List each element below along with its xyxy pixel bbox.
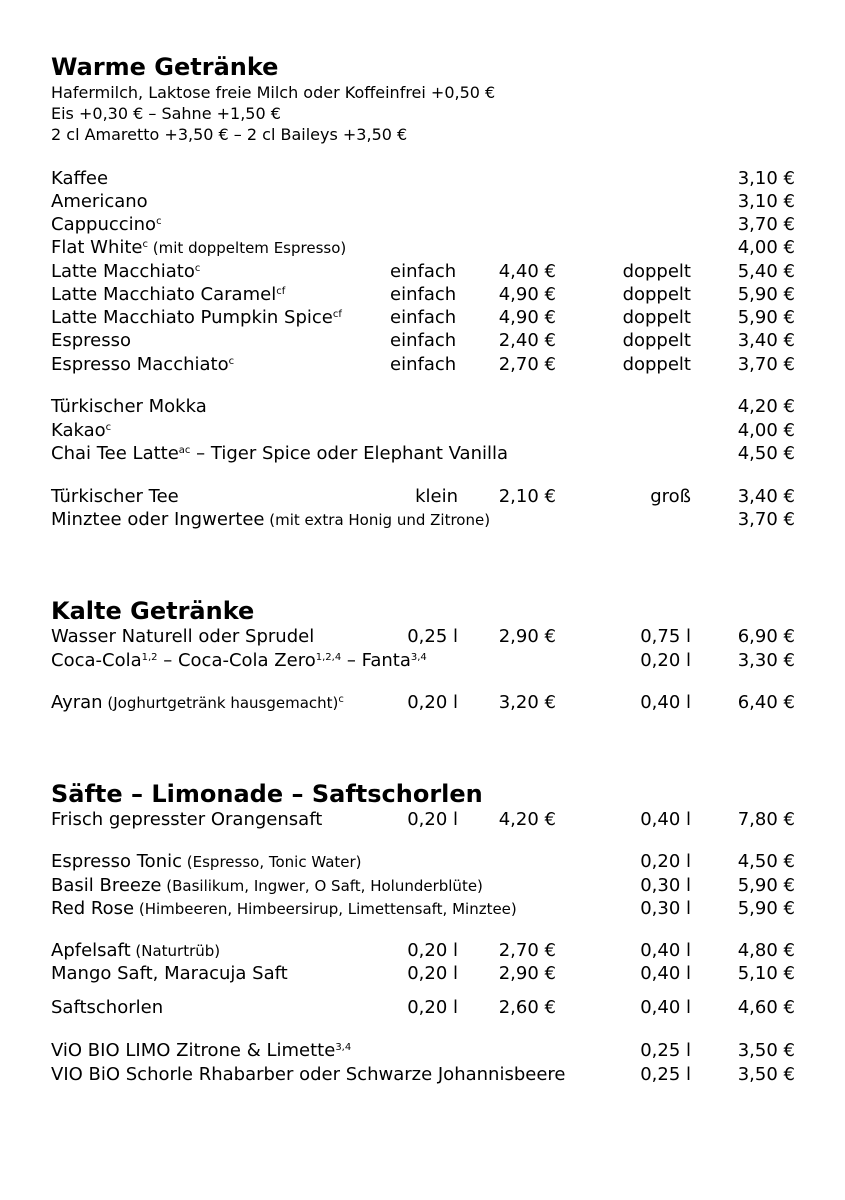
- price-small: 4,40 €: [498, 261, 556, 282]
- size-label: groß: [650, 486, 691, 507]
- price-small: 4,20 €: [498, 809, 556, 830]
- item-name: Mango Saft, Maracuja Saft: [51, 963, 288, 984]
- item-name: Minztee oder Ingwertee: [51, 509, 265, 530]
- item-name: Apfelsaft: [51, 940, 131, 961]
- size-label: 0,75 l: [640, 626, 691, 647]
- item-name: ViO BIO LIMO Zitrone & Limette: [51, 1040, 336, 1061]
- allergen-mark: c: [156, 216, 162, 227]
- item-name-row: [51, 261, 200, 283]
- item-name-row: [51, 692, 344, 714]
- item-variant: – Fanta: [341, 650, 411, 671]
- item-name-row: [51, 940, 220, 962]
- allergen-mark: c: [338, 694, 344, 705]
- price-small: 2,90 €: [498, 626, 556, 647]
- item-name: Frisch gepresster Orangensaft: [51, 809, 323, 830]
- size-label: 0,40 l: [640, 963, 691, 984]
- allergen-mark: 3,4: [410, 652, 427, 663]
- allergen-mark: ac: [178, 445, 191, 456]
- item-name: Wasser Naturell oder Sprudel: [51, 626, 315, 647]
- allergen-mark: 1,2,4: [315, 652, 342, 663]
- section-title-cold: Kalte Getränke: [51, 597, 255, 625]
- item-name-row: [51, 509, 490, 531]
- item-variant: – Coca-Cola Zero: [157, 650, 316, 671]
- size-label: 0,25 l: [640, 1064, 691, 1085]
- item-note: (Himbeeren, Himbeersirup, Limettensaft, Minztee): [134, 900, 517, 918]
- size-label: 0,20 l: [640, 851, 691, 872]
- item-name: Coca-Cola: [51, 650, 142, 671]
- item-price: 3,10 €: [737, 168, 795, 189]
- size-label: 0,20 l: [640, 650, 691, 671]
- allergen-mark: cf: [276, 286, 286, 297]
- size-label: 0,30 l: [640, 898, 691, 919]
- price-small: 3,20 €: [498, 692, 556, 713]
- item-price: 5,40 €: [737, 261, 795, 282]
- item-name: Espresso Tonic: [51, 851, 183, 872]
- item-note: (mit extra Honig und Zitrone): [264, 511, 491, 529]
- item-name: Espresso Macchiato: [51, 354, 229, 375]
- size-label: doppelt: [622, 307, 691, 328]
- item-price: 4,50 €: [737, 851, 795, 872]
- section-title-juice: Säfte – Limonade – Saftschorlen: [51, 780, 483, 808]
- price-small: 2,40 €: [498, 330, 556, 351]
- allergen-mark: c: [105, 422, 112, 433]
- item-name-row: [51, 214, 162, 236]
- size-label: 0,40 l: [640, 692, 691, 713]
- item-price: 4,50 €: [737, 443, 795, 464]
- item-name-row: [51, 443, 508, 465]
- allergen-mark: 3,4: [335, 1042, 352, 1053]
- item-price: 6,40 €: [737, 692, 795, 713]
- size-label: einfach: [390, 284, 457, 305]
- item-price: 5,90 €: [737, 898, 795, 919]
- item-name-row: [51, 307, 342, 329]
- allergen-mark: c: [228, 356, 235, 367]
- item-name: Latte Macchiato: [51, 261, 195, 282]
- item-name-row: [51, 1040, 351, 1062]
- warm-note: Eis +0,30 € – Sahne +1,50 €: [51, 104, 281, 123]
- item-price: 6,90 €: [737, 626, 795, 647]
- item-price: 4,80 €: [737, 940, 795, 961]
- size-label: einfach: [390, 261, 457, 282]
- size-label: 0,20 l: [407, 809, 458, 830]
- size-label: 0,40 l: [640, 997, 691, 1018]
- size-label: 0,40 l: [640, 809, 691, 830]
- size-label: einfach: [390, 354, 457, 375]
- item-price: 5,90 €: [737, 284, 795, 305]
- item-name: Red Rose: [51, 898, 135, 919]
- price-small: 2,60 €: [498, 997, 556, 1018]
- item-price: 5,90 €: [737, 307, 795, 328]
- size-label: doppelt: [622, 330, 691, 351]
- item-price: 4,60 €: [737, 997, 795, 1018]
- price-small: 2,90 €: [498, 963, 556, 984]
- item-name-row: [51, 898, 517, 920]
- warm-note: 2 cl Amaretto +3,50 € – 2 cl Baileys +3,50 €: [51, 125, 408, 144]
- price-small: 2,70 €: [498, 354, 556, 375]
- size-label: 0,20 l: [407, 692, 458, 713]
- item-name-row: [51, 354, 234, 376]
- item-name-row: [51, 851, 362, 873]
- item-note: (Joghurtgetränk hausgemacht): [102, 694, 339, 712]
- size-label: 0,40 l: [640, 940, 691, 961]
- item-price: 3,70 €: [737, 214, 795, 235]
- item-name: Kakao: [51, 420, 106, 441]
- item-name: Flat White: [51, 237, 143, 258]
- item-name-row: [51, 284, 285, 306]
- item-price: 4,20 €: [737, 396, 795, 417]
- item-price: 7,80 €: [737, 809, 795, 830]
- size-label: klein: [415, 486, 458, 507]
- item-name: Türkischer Mokka: [51, 396, 207, 417]
- allergen-mark: cf: [332, 309, 342, 320]
- item-variant: – Tiger Spice oder Elephant Vanilla: [190, 443, 509, 464]
- item-note: (mit doppeltem Espresso): [148, 239, 347, 257]
- size-label: 0,25 l: [640, 1040, 691, 1061]
- item-name: VIO BiO Schorle Rhabarber oder Schwarze Johannisbeere: [51, 1064, 566, 1085]
- item-name: Americano: [51, 191, 148, 212]
- item-name-row: [51, 875, 483, 897]
- item-price: 3,10 €: [737, 191, 795, 212]
- size-label: doppelt: [622, 284, 691, 305]
- item-name: Türkischer Tee: [51, 486, 179, 507]
- item-note: (Basilikum, Ingwer, O Saft, Holunderblüte): [161, 877, 483, 895]
- item-price: 5,10 €: [737, 963, 795, 984]
- item-price: 3,40 €: [737, 330, 795, 351]
- item-price: 3,40 €: [737, 486, 795, 507]
- price-small: 2,10 €: [498, 486, 556, 507]
- item-name-row: [51, 237, 346, 259]
- warm-note: Hafermilch, Laktose freie Milch oder Koffeinfrei +0,50 €: [51, 83, 496, 102]
- size-label: doppelt: [622, 261, 691, 282]
- item-note: (Naturtrüb): [130, 942, 221, 960]
- item-name: Latte Macchiato Pumpkin Spice: [51, 307, 333, 328]
- size-label: 0,25 l: [407, 626, 458, 647]
- size-label: 0,30 l: [640, 875, 691, 896]
- item-price: 3,30 €: [737, 650, 795, 671]
- allergen-mark: 1,2: [141, 652, 158, 663]
- price-small: 4,90 €: [498, 284, 556, 305]
- price-small: 2,70 €: [498, 940, 556, 961]
- item-price: 3,50 €: [737, 1040, 795, 1061]
- price-small: 4,90 €: [498, 307, 556, 328]
- allergen-mark: c: [194, 263, 201, 274]
- item-note: (Espresso, Tonic Water): [182, 853, 362, 871]
- section-title-warm: Warme Getränke: [51, 53, 279, 81]
- size-label: 0,20 l: [407, 997, 458, 1018]
- item-price: 3,50 €: [737, 1064, 795, 1085]
- item-name: Ayran: [51, 692, 103, 713]
- item-name: Espresso: [51, 330, 132, 351]
- item-name-row: [51, 420, 111, 442]
- item-name: Cappuccino: [51, 214, 157, 235]
- size-label: 0,20 l: [407, 963, 458, 984]
- item-name-row: [51, 650, 427, 672]
- item-price: 3,70 €: [737, 509, 795, 530]
- item-name: Chai Tee Latte: [51, 443, 179, 464]
- size-label: einfach: [390, 307, 457, 328]
- item-name: Kaffee: [51, 168, 109, 189]
- item-name: Basil Breeze: [51, 875, 162, 896]
- allergen-mark: c: [142, 239, 149, 250]
- item-price: 4,00 €: [737, 420, 795, 441]
- item-price: 4,00 €: [737, 237, 795, 258]
- item-price: 3,70 €: [737, 354, 795, 375]
- item-name: Latte Macchiato Caramel: [51, 284, 277, 305]
- size-label: einfach: [390, 330, 457, 351]
- size-label: 0,20 l: [407, 940, 458, 961]
- item-name: Saftschorlen: [51, 997, 164, 1018]
- size-label: doppelt: [622, 354, 691, 375]
- item-price: 5,90 €: [737, 875, 795, 896]
